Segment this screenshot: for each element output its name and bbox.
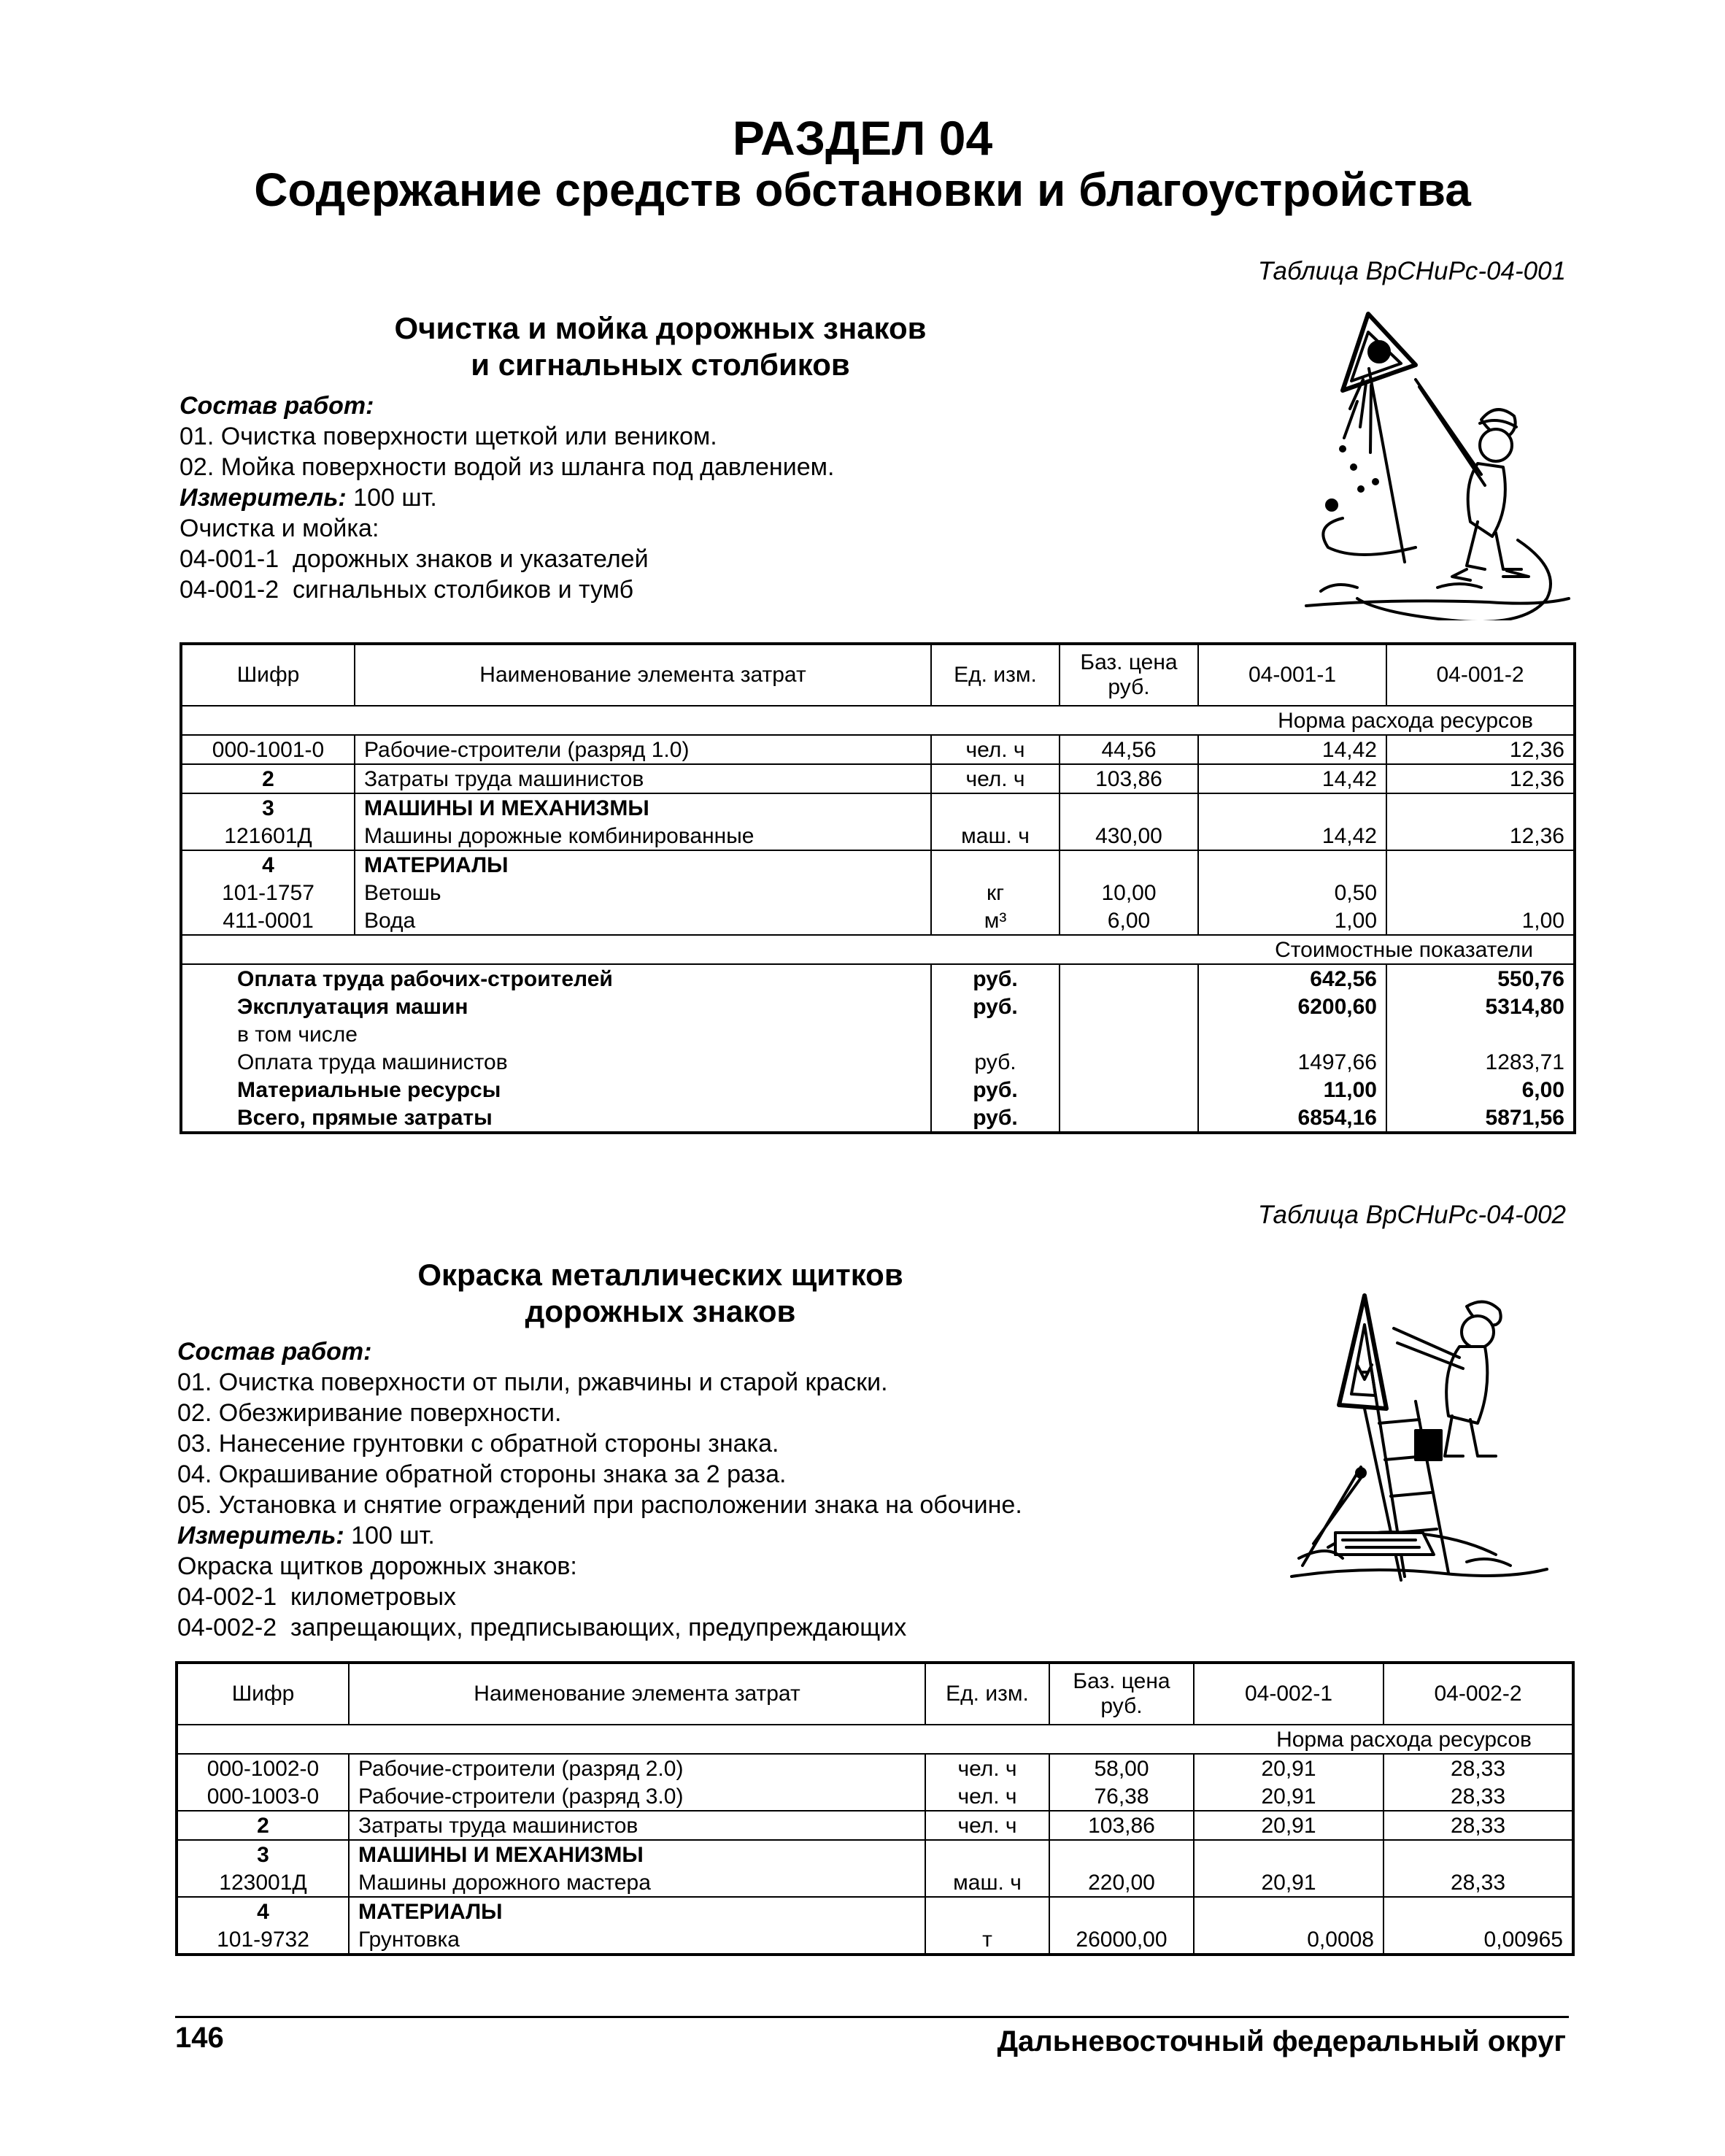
- cost-unit: руб.: [931, 964, 1060, 993]
- page-number: 146: [175, 2022, 224, 2054]
- cost-row: [181, 1104, 1575, 1133]
- table-code-04-001: Таблица ВрСНиРс-04-001: [1257, 257, 1566, 285]
- measure-label: Измеритель:: [180, 484, 347, 512]
- cell-value-1: 14,42: [1198, 822, 1386, 850]
- cell-value-1: [1194, 1840, 1384, 1868]
- cell-value-1: 20,91: [1194, 1782, 1384, 1811]
- cell-code: 101-1757: [181, 879, 355, 906]
- measure-value: 100 шт.: [344, 1522, 435, 1549]
- cell-unit: маш. ч: [931, 822, 1060, 850]
- table-row: [181, 822, 1575, 850]
- cell-name: МАТЕРИАЛЫ: [355, 850, 931, 879]
- work-description-04-002: [177, 1336, 1022, 1643]
- cost-name: Оплата труда машинистов: [181, 1048, 931, 1076]
- variant-item: 04-001-1 дорожных знаков и указателей: [180, 545, 649, 573]
- cell-code: 3: [177, 1840, 349, 1868]
- cell-value-2: [1384, 1897, 1573, 1925]
- cell-value-1: 20,91: [1194, 1754, 1384, 1782]
- table-row: [177, 1897, 1573, 1925]
- cost-unit: [931, 1020, 1060, 1048]
- cost-price: [1060, 1076, 1198, 1104]
- table-row: [181, 793, 1575, 822]
- cell-code: 2: [177, 1811, 349, 1840]
- sign-cleaning-illustration: [1299, 299, 1576, 620]
- cell-name: МАШИНЫ И МЕХАНИЗМЫ: [355, 793, 931, 822]
- cell-price: 430,00: [1060, 822, 1198, 850]
- cost-unit: руб.: [931, 993, 1060, 1020]
- measure-value: 100 шт.: [346, 484, 437, 512]
- cost-row: [181, 1076, 1575, 1104]
- cost-name: Материальные ресурсы: [181, 1076, 931, 1104]
- cell-price: 103,86: [1049, 1811, 1194, 1840]
- cost-name: Оплата труда рабочих-строителей: [181, 964, 931, 993]
- header-code: Шифр: [177, 1663, 349, 1725]
- cell-name: МАШИНЫ И МЕХАНИЗМЫ: [349, 1840, 925, 1868]
- cell-value-1: 14,42: [1198, 735, 1386, 764]
- cost-value-1: 642,56: [1198, 964, 1386, 993]
- cost-row: [181, 964, 1575, 993]
- cost-value-1: 6200,60: [1198, 993, 1386, 1020]
- cell-name: Ветошь: [355, 879, 931, 906]
- cell-unit: чел. ч: [925, 1754, 1049, 1782]
- work-item: 03. Нанесение грунтовки с обратной стороны знака.: [177, 1430, 779, 1458]
- footer-rule: [175, 2016, 1569, 2018]
- header-col2: 04-002-2: [1384, 1663, 1573, 1725]
- cost-header: Стоимостные показатели: [181, 935, 1575, 964]
- title-line: Очистка и мойка дорожных знаков: [394, 311, 927, 345]
- table-header-row: [181, 644, 1575, 706]
- cost-row: [181, 1048, 1575, 1076]
- header-col2: 04-001-2: [1386, 644, 1575, 706]
- section-title: РАЗДЕЛ 04: [732, 111, 993, 165]
- norm-header: Норма расхода ресурсов: [177, 1725, 1573, 1754]
- cost-price: [1060, 964, 1198, 993]
- cell-unit: [931, 793, 1060, 822]
- header-unit: Ед. изм.: [931, 644, 1060, 706]
- cost-unit: руб.: [931, 1048, 1060, 1076]
- cost-value-1: 6854,16: [1198, 1104, 1386, 1133]
- cell-price: 6,00: [1060, 906, 1198, 935]
- cell-name: Рабочие-строители (разряд 3.0): [349, 1782, 925, 1811]
- table-row: [177, 1754, 1573, 1782]
- cell-value-1: 14,42: [1198, 764, 1386, 793]
- work-description-04-001: [180, 390, 834, 605]
- cell-price: [1060, 793, 1198, 822]
- cost-unit: руб.: [931, 1104, 1060, 1133]
- cost-price: [1060, 1020, 1198, 1048]
- header-price: Баз. цена руб.: [1049, 1663, 1194, 1725]
- header-price: Баз. цена руб.: [1060, 644, 1198, 706]
- header-unit: Ед. изм.: [925, 1663, 1049, 1725]
- work-item: 01. Очистка поверхности от пыли, ржавчины и старой краски.: [177, 1368, 888, 1396]
- cell-name: Затраты труда машинистов: [349, 1811, 925, 1840]
- table-row: [181, 850, 1575, 879]
- work-item: 04. Окрашивание обратной стороны знака за 2 раза.: [177, 1460, 787, 1488]
- norm-header-row: [177, 1725, 1573, 1754]
- cell-value-2: 28,33: [1384, 1754, 1573, 1782]
- cell-value-1: 0,50: [1198, 879, 1386, 906]
- cell-value-1: [1194, 1897, 1384, 1925]
- cost-row: [181, 993, 1575, 1020]
- cost-value-2: 6,00: [1386, 1076, 1575, 1104]
- cell-price: [1049, 1840, 1194, 1868]
- cell-code: 123001Д: [177, 1868, 349, 1897]
- cell-value-2: [1386, 850, 1575, 879]
- footer-region: Дальневосточный федеральный округ: [997, 2025, 1566, 2057]
- variant-item: 04-002-2 запрещающих, предписывающих, предупреждающих: [177, 1614, 907, 1641]
- cell-code: 411-0001: [181, 906, 355, 935]
- work-item: 02. Обезжиривание поверхности.: [177, 1399, 562, 1427]
- table-header-row: [177, 1663, 1573, 1725]
- title-line: дорожных знаков: [525, 1294, 796, 1328]
- cost-name: Эксплуатация машин: [181, 993, 931, 1020]
- measure-line: [177, 1520, 1022, 1551]
- cell-price: 220,00: [1049, 1868, 1194, 1897]
- cost-value-2: [1386, 1020, 1575, 1048]
- cell-name: Машины дорожные комбинированные: [355, 822, 931, 850]
- cell-value-2: 1,00: [1386, 906, 1575, 935]
- cell-price: 103,86: [1060, 764, 1198, 793]
- cell-name: Вода: [355, 906, 931, 935]
- table-row: [177, 1782, 1573, 1811]
- work-item: 05. Установка и снятие ограждений при расположении знака на обочине.: [177, 1491, 1022, 1519]
- cell-code: 101-9732: [177, 1925, 349, 1955]
- title-line: и сигнальных столбиков: [471, 347, 850, 382]
- cost-value-2: 5871,56: [1386, 1104, 1575, 1133]
- cost-value-2: 5314,80: [1386, 993, 1575, 1020]
- cell-price: 76,38: [1049, 1782, 1194, 1811]
- variant-item: 04-002-1 километровых: [177, 1583, 457, 1611]
- cell-value-2: 28,33: [1384, 1782, 1573, 1811]
- header-name: Наименование элемента затрат: [355, 644, 931, 706]
- cell-unit: чел. ч: [925, 1811, 1049, 1840]
- cell-value-2: 12,36: [1386, 764, 1575, 793]
- cell-code: 2: [181, 764, 355, 793]
- cell-price: 58,00: [1049, 1754, 1194, 1782]
- cell-unit: [925, 1840, 1049, 1868]
- cell-code: 4: [177, 1897, 349, 1925]
- cell-value-1: 20,91: [1194, 1811, 1384, 1840]
- norms-table-04-002: [175, 1661, 1575, 1956]
- cell-value-2: 28,33: [1384, 1811, 1573, 1840]
- section-subtitle: Содержание средств обстановки и благоустройства: [254, 163, 1471, 216]
- table-row: [181, 879, 1575, 906]
- work-label: Состав работ:: [177, 1338, 372, 1366]
- cost-row: [181, 1020, 1575, 1048]
- cell-unit: чел. ч: [931, 735, 1060, 764]
- cell-unit: т: [925, 1925, 1049, 1955]
- table-row: [181, 735, 1575, 764]
- cell-name: Рабочие-строители (разряд 1.0): [355, 735, 931, 764]
- cell-unit: чел. ч: [931, 764, 1060, 793]
- cell-value-2: 0,00965: [1384, 1925, 1573, 1955]
- cell-name: Затраты труда машинистов: [355, 764, 931, 793]
- cell-unit: маш. ч: [925, 1868, 1049, 1897]
- cell-code: 000-1003-0: [177, 1782, 349, 1811]
- cell-value-1: [1198, 850, 1386, 879]
- cell-name: Грунтовка: [349, 1925, 925, 1955]
- group-intro: Окраска щитков дорожных знаков:: [177, 1552, 577, 1580]
- table-row: [181, 906, 1575, 935]
- cell-code: 000-1001-0: [181, 735, 355, 764]
- cell-name: МАТЕРИАЛЫ: [349, 1897, 925, 1925]
- cell-unit: [925, 1897, 1049, 1925]
- cost-unit: руб.: [931, 1076, 1060, 1104]
- cell-unit: кг: [931, 879, 1060, 906]
- cell-code: 000-1002-0: [177, 1754, 349, 1782]
- cell-price: 44,56: [1060, 735, 1198, 764]
- work-item: 02. Мойка поверхности водой из шланга под давлением.: [180, 453, 835, 481]
- title-line: Окраска металлических щитков: [417, 1258, 903, 1292]
- cell-price: 26000,00: [1049, 1925, 1194, 1955]
- cell-value-1: 20,91: [1194, 1868, 1384, 1897]
- norm-header: Норма расхода ресурсов: [181, 706, 1575, 735]
- header-col1: 04-001-1: [1198, 644, 1386, 706]
- cost-value-1: 1497,66: [1198, 1048, 1386, 1076]
- variant-item: 04-001-2 сигнальных столбиков и тумб: [180, 576, 634, 604]
- cell-value-2: 12,36: [1386, 735, 1575, 764]
- cell-value-2: 28,33: [1384, 1868, 1573, 1897]
- cell-price: [1060, 850, 1198, 879]
- cost-price: [1060, 993, 1198, 1020]
- work-item: 01. Очистка поверхности щеткой или веником.: [180, 423, 717, 450]
- cell-value-1: 0,0008: [1194, 1925, 1384, 1955]
- cell-name: Рабочие-строители (разряд 2.0): [349, 1754, 925, 1782]
- cell-price: 10,00: [1060, 879, 1198, 906]
- header-name: Наименование элемента затрат: [349, 1663, 925, 1725]
- cell-value-2: [1386, 879, 1575, 906]
- cost-value-2: 1283,71: [1386, 1048, 1575, 1076]
- cell-unit: м³: [931, 906, 1060, 935]
- cost-price: [1060, 1048, 1198, 1076]
- sign-painting-illustration: [1284, 1285, 1562, 1591]
- cost-value-2: 550,76: [1386, 964, 1575, 993]
- block-title-04-002: [277, 1257, 1043, 1330]
- cell-code: 3: [181, 793, 355, 822]
- cell-unit: чел. ч: [925, 1782, 1049, 1811]
- table-row: [177, 1925, 1573, 1955]
- cell-value-1: [1198, 793, 1386, 822]
- cell-value-2: 12,36: [1386, 822, 1575, 850]
- group-intro: Очистка и мойка:: [180, 515, 379, 542]
- cost-price: [1060, 1104, 1198, 1133]
- cell-code: 121601Д: [181, 822, 355, 850]
- table-row: [177, 1811, 1573, 1840]
- measure-line: [180, 482, 834, 513]
- cost-name: Всего, прямые затраты: [181, 1104, 931, 1133]
- norm-header-row: [181, 706, 1575, 735]
- cost-name: в том числе: [181, 1020, 931, 1048]
- cost-value-1: 11,00: [1198, 1076, 1386, 1104]
- cell-value-1: 1,00: [1198, 906, 1386, 935]
- table-row: [177, 1868, 1573, 1897]
- table-code-04-002: Таблица ВрСНиРс-04-002: [1257, 1201, 1566, 1229]
- cell-value-2: [1386, 793, 1575, 822]
- cell-name: Машины дорожного мастера: [349, 1868, 925, 1897]
- block-title-04-001: [277, 310, 1043, 383]
- table-row: [177, 1840, 1573, 1868]
- table-row: [181, 764, 1575, 793]
- cell-value-2: [1384, 1840, 1573, 1868]
- cell-price: [1049, 1897, 1194, 1925]
- header-code: Шифр: [181, 644, 355, 706]
- cell-code: 4: [181, 850, 355, 879]
- cost-header-row: [181, 935, 1575, 964]
- cost-value-1: [1198, 1020, 1386, 1048]
- cell-unit: [931, 850, 1060, 879]
- norms-table-04-001: [180, 642, 1576, 1134]
- work-label: Состав работ:: [180, 392, 374, 420]
- header-col1: 04-002-1: [1194, 1663, 1384, 1725]
- measure-label: Измеритель:: [177, 1522, 344, 1549]
